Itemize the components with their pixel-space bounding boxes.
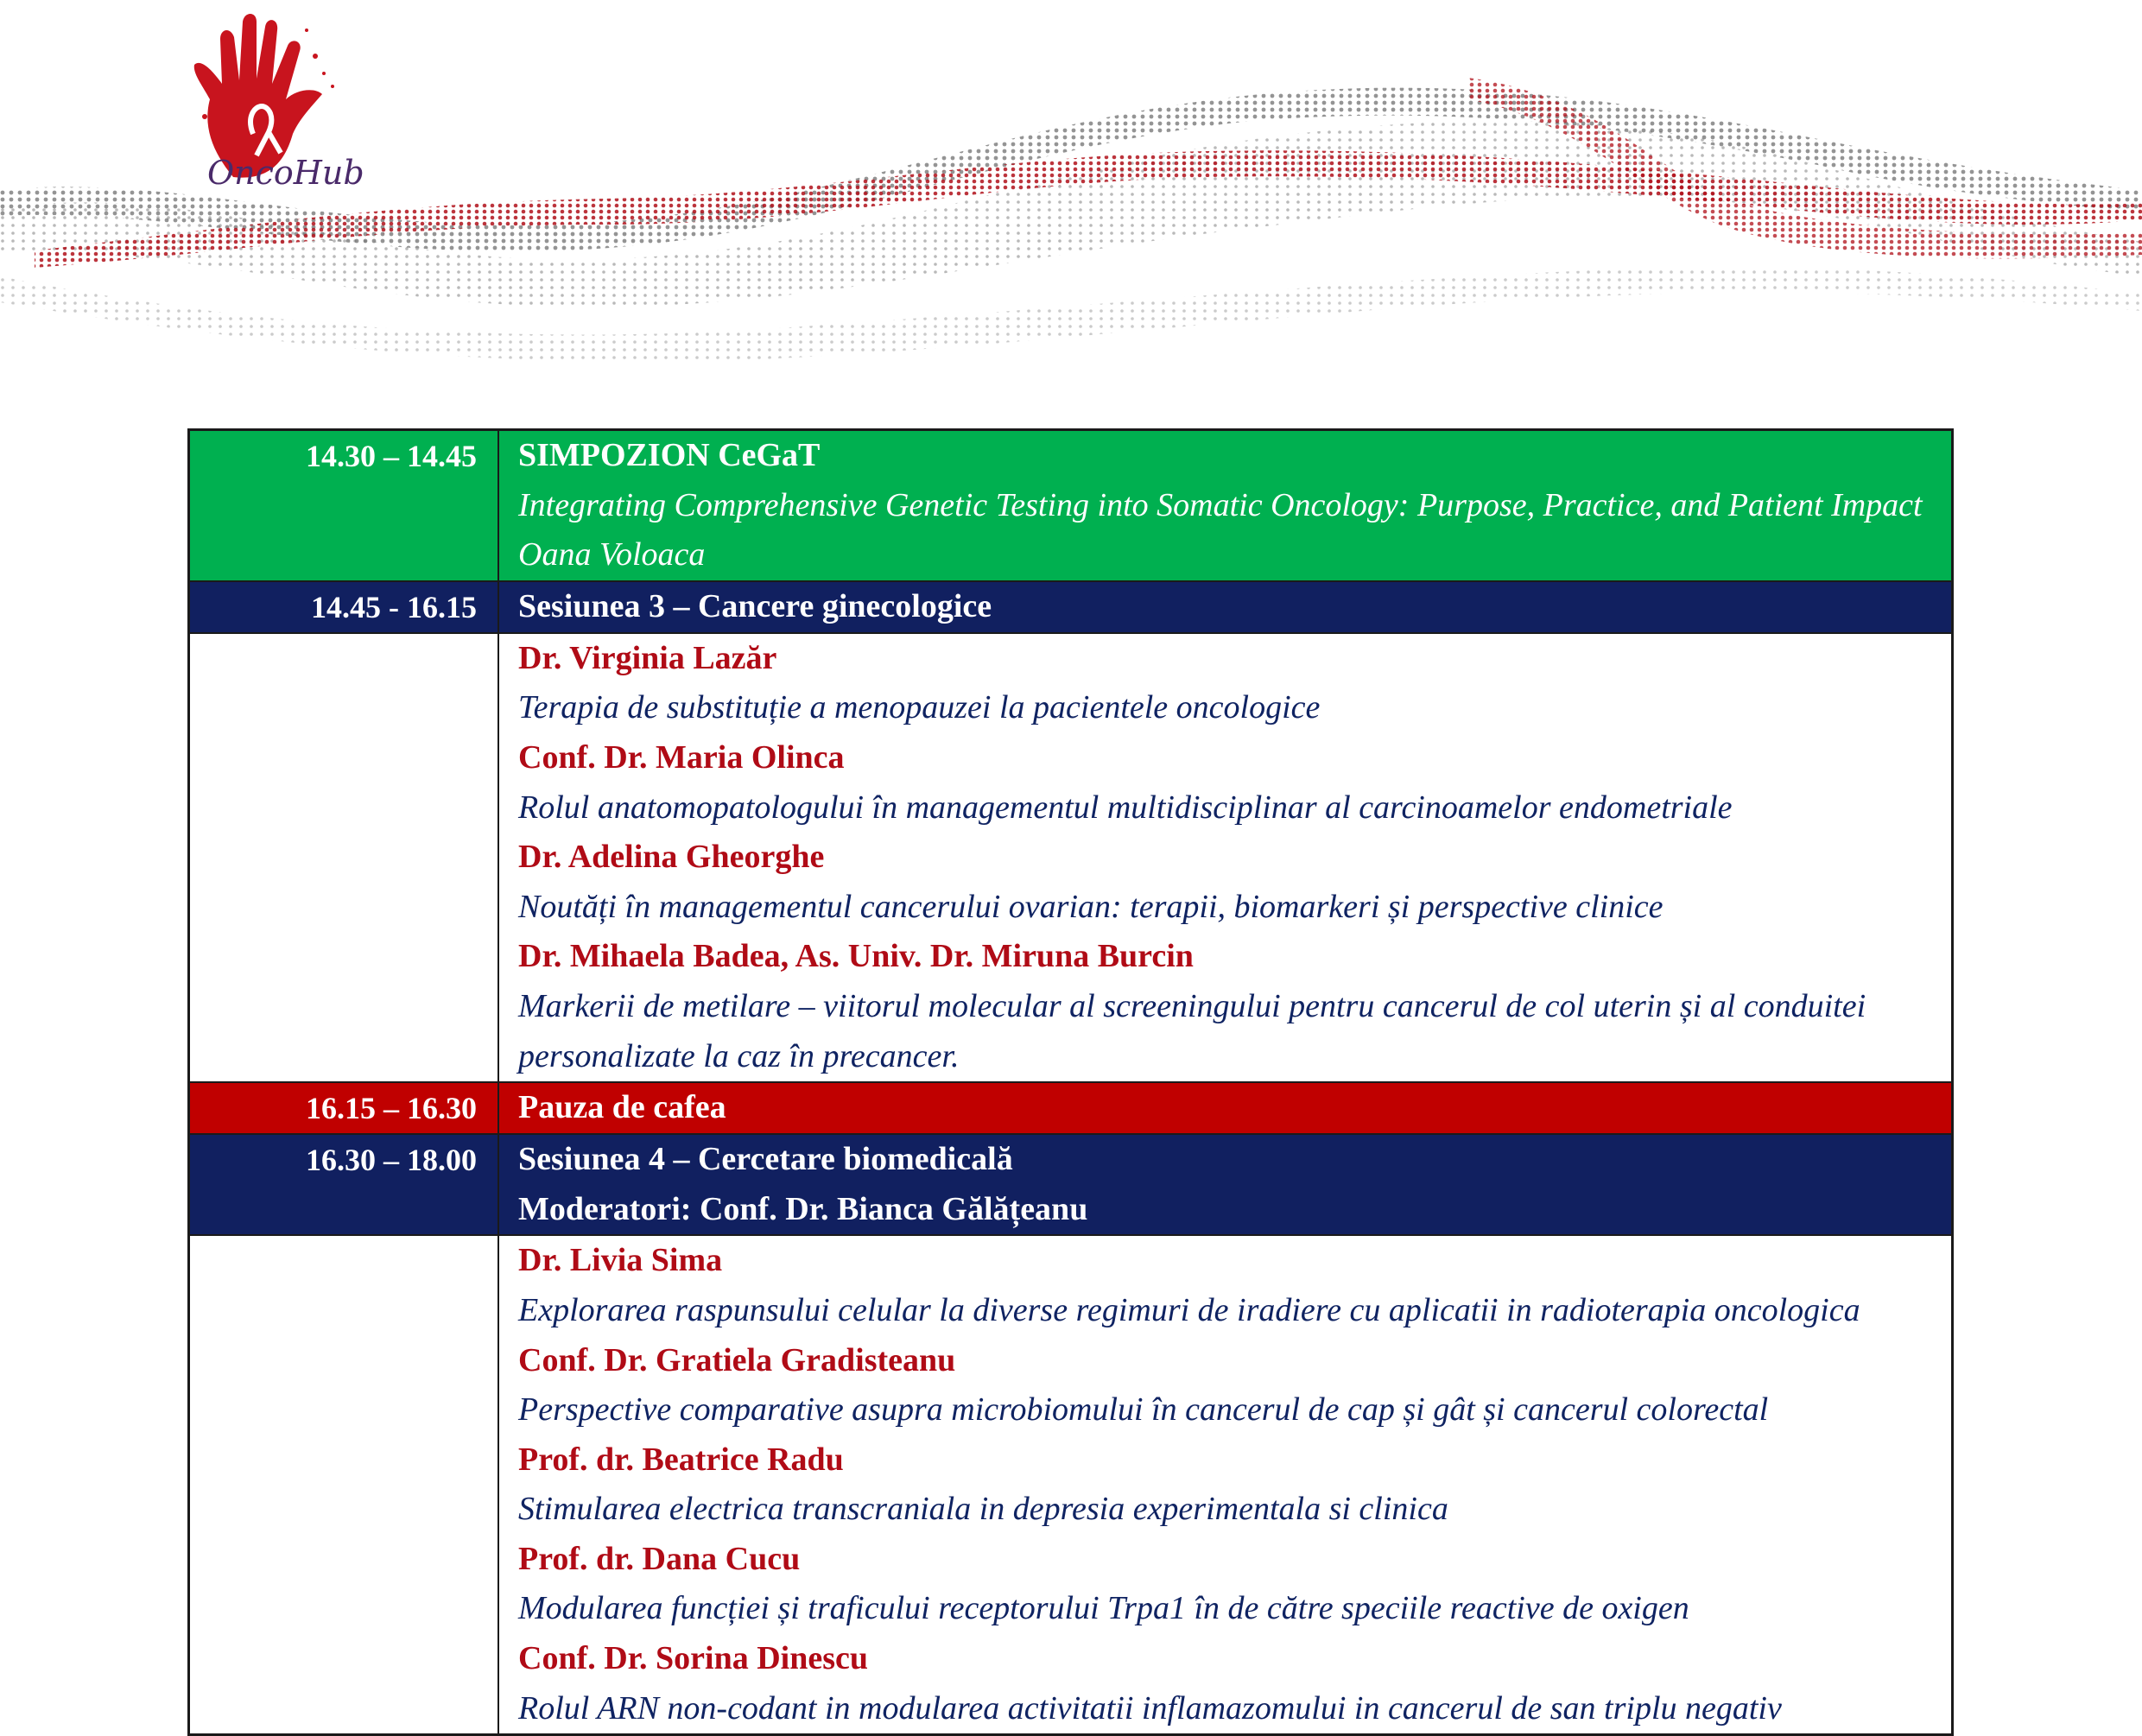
agenda-row-session3-header [189, 581, 1953, 633]
time-cell-empty [189, 1235, 499, 1734]
speaker-name: Oana Voloaca [518, 536, 706, 573]
break-title: Pauza de cafea [518, 1089, 726, 1126]
agenda-table [187, 428, 1954, 1736]
agenda-row-session4-header [189, 1134, 1953, 1235]
session-title: SIMPOZION CeGaT [518, 437, 821, 473]
content-cell [498, 1235, 1953, 1734]
talk-title: Integrating Comprehensive Genetic Testing into Somatic Oncology: Purpose, Practice, and Patient Impact [518, 486, 1923, 523]
talk-title: Noutăți în managementul cancerului ovarian: terapii, biomarkeri și perspective clinice [518, 888, 1664, 925]
speaker-name: Dr. Mihaela Badea, As. Univ. Dr. Miruna Burcin [518, 938, 1194, 975]
talk-title: Explorarea raspunsului celular la diverse regimuri de iradiere cu aplicatii in radioterapia oncologica [518, 1291, 1860, 1328]
agenda-row-simpozion [189, 430, 1953, 581]
logo-wordmark: OncoHub [207, 154, 364, 192]
talk-title: Terapia de substituție a menopauzei la pacientele oncologice [518, 689, 1321, 726]
talk-title: Modularea funcției și traficului receptorului Trpa1 în de către speciile reactive de oxigen [518, 1590, 1689, 1627]
speaker-name: Conf. Dr. Sorina Dinescu [518, 1640, 869, 1677]
content-cell [498, 633, 1953, 1082]
session-moderators: Moderatori: Conf. Dr. Bianca Gălățeanu [518, 1190, 1088, 1227]
speaker-name: Dr. Virginia Lazăr [518, 639, 777, 676]
decorative-wave-graphic [0, 52, 2142, 415]
talk-title: Markerii de metilare – viitorul molecular al screeningului pentru cancerul de col uterin și al conduitei [518, 987, 1866, 1024]
content-cell [498, 1082, 1953, 1134]
agenda-row-break [189, 1082, 1953, 1134]
speaker-name: Prof. dr. Beatrice Radu [518, 1441, 844, 1478]
session-title: Sesiunea 3 – Cancere ginecologice [518, 587, 992, 624]
time-cell: 16.30 – 18.00 [189, 1134, 499, 1235]
session-title: Sesiunea 4 – Cercetare biomedicală [518, 1141, 1013, 1178]
content-cell [498, 430, 1953, 581]
content-cell [498, 1134, 1953, 1235]
speaker-name: Prof. dr. Dana Cucu [518, 1540, 801, 1577]
agenda-row-session3-talks [189, 633, 1953, 1082]
talk-title: Rolul ARN non-codant in modularea activitatii inflamazomului in cancerul de san triplu negativ [518, 1689, 1782, 1726]
speaker-name: Conf. Dr. Maria Olinca [518, 738, 845, 776]
time-cell: 16.15 – 16.30 [189, 1082, 499, 1134]
speaker-name: Dr. Adelina Gheorghe [518, 839, 825, 876]
talk-title: Rolul anatomopatologului în managementul multidisciplinar al carcinoamelor endometriale [518, 789, 1733, 826]
time-cell-empty [189, 633, 499, 1082]
speaker-name: Conf. Dr. Gratiela Gradisteanu [518, 1341, 956, 1378]
speaker-name: Dr. Livia Sima [518, 1242, 723, 1279]
time-cell: 14.30 – 14.45 [189, 430, 499, 581]
content-cell [498, 581, 1953, 633]
time-cell: 14.45 - 16.15 [189, 581, 499, 633]
agenda-row-session4-talks [189, 1235, 1953, 1734]
talk-title: Stimularea electrica transcraniala in depresia experimentala si clinica [518, 1491, 1448, 1528]
talk-title: Perspective comparative asupra microbiomului în cancerul de cap și gât și cancerul colorectal [518, 1391, 1769, 1429]
talk-title-continued: personalizate la caz în precancer. [518, 1037, 960, 1074]
header-banner [0, 0, 2142, 415]
